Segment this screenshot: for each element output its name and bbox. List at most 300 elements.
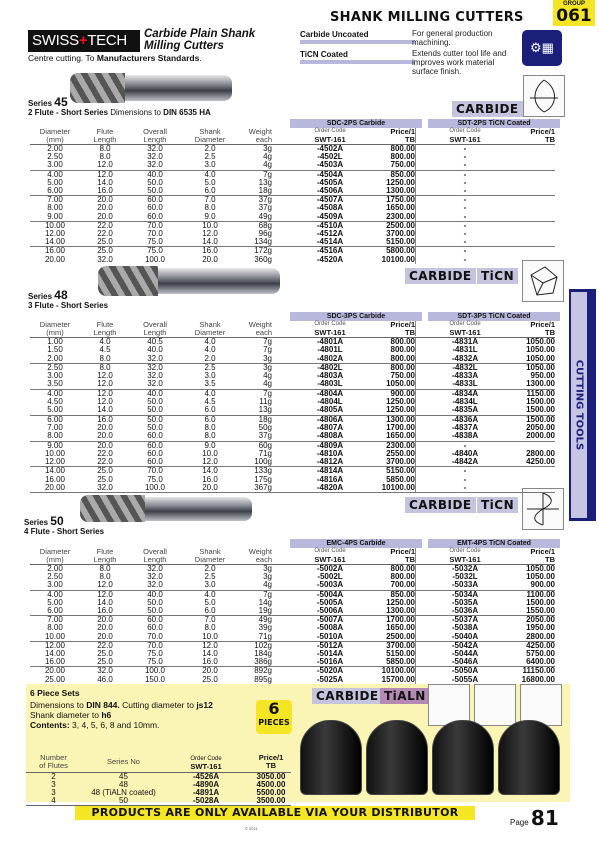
weight: 3g: [263, 362, 272, 372]
price: 1300.00: [386, 414, 415, 424]
ticn-order-code: -5034A: [451, 589, 479, 599]
price: 10100.00: [381, 666, 415, 676]
price: 1300.00: [386, 606, 415, 616]
weight: 18g: [258, 186, 272, 196]
column-divider: [415, 642, 425, 650]
weight: 37g: [258, 195, 272, 205]
gap: [272, 222, 290, 230]
shank-diameter: 14.0: [202, 649, 218, 659]
order-code: -4512A: [316, 229, 344, 239]
header-line: Diameter: [194, 134, 226, 144]
header-line: each: [255, 554, 272, 564]
column-header-price: [505, 548, 555, 563]
weight: 71g: [258, 631, 272, 641]
price: 15700.00: [381, 674, 415, 684]
gap: [272, 256, 290, 264]
overall-length: 50.0: [147, 397, 163, 407]
ticn-order-code: -: [463, 160, 467, 170]
gap: [272, 633, 290, 641]
header-line: Price/1: [530, 127, 555, 136]
weight: 134g: [254, 237, 272, 247]
ticn-price: 1050.00: [526, 337, 555, 346]
diameter: 4.50: [47, 397, 63, 407]
table-row: [30, 484, 555, 493]
diameter: 2.00: [47, 144, 63, 153]
price: 3700.00: [386, 640, 415, 650]
shank-diameter: 3.0: [204, 580, 216, 590]
ticn-price: [505, 230, 555, 238]
header-line: Length: [93, 327, 117, 337]
ticn-price: 2000.00: [526, 431, 555, 441]
column-divider: [415, 222, 425, 230]
price: 3700.00: [386, 229, 415, 239]
ticn-order-code: -5037A: [451, 615, 479, 625]
weight: 49g: [258, 211, 272, 221]
flute-length: 22.0: [97, 220, 113, 230]
order-code: -4801L: [317, 345, 343, 355]
column-header-shank: [180, 548, 240, 563]
column-divider: [415, 346, 425, 354]
ticn-order-code: -4840A: [451, 448, 479, 458]
overall-length: 50.0: [147, 186, 163, 196]
column-header-order-code: [290, 321, 370, 336]
column-divider: [415, 565, 425, 573]
ticn-price: 2050.00: [526, 422, 555, 432]
column-divider: [415, 406, 425, 414]
order-code: -4505A: [316, 177, 344, 187]
overall-length: 32.0: [147, 362, 163, 372]
order-code: -4891A: [192, 788, 220, 797]
header-line: Flute: [96, 127, 114, 136]
overall-length: 32.0: [147, 564, 163, 573]
diameter: 20.00: [44, 254, 66, 264]
weight: 68g: [258, 220, 272, 230]
brand-right: TECH: [87, 32, 127, 49]
shank-diameter: 2.5: [204, 362, 216, 372]
ticn-price: [505, 238, 555, 246]
column-header-flute: [80, 548, 130, 563]
flute-length: 20.0: [97, 440, 113, 450]
header-line: (mm): [46, 327, 64, 337]
ticn-order-code: -5033A: [451, 580, 479, 590]
gap: [272, 128, 290, 143]
weight: 96g: [258, 229, 272, 239]
flute-length: 22.0: [97, 457, 113, 467]
price: 800.00: [390, 564, 415, 573]
flute-length: 12.0: [97, 169, 113, 179]
ticn-price: 1500.00: [526, 397, 555, 407]
weight: 3g: [263, 353, 272, 363]
flute-length: 8.0: [99, 144, 111, 153]
diameter: 9.00: [47, 440, 63, 450]
series-no: 50: [119, 796, 128, 805]
order-code: -4502A: [316, 144, 344, 153]
shank-diameter: 4.0: [204, 337, 216, 346]
weight: 39g: [258, 623, 272, 633]
overall-length: 50.0: [147, 597, 163, 607]
column-divider: [415, 416, 425, 424]
flutes: 3: [51, 780, 56, 789]
overall-length: 60.0: [147, 615, 163, 625]
flutes: 4: [51, 796, 56, 805]
pieces-num: 6: [268, 699, 280, 718]
badge-carbide: CARBIDE: [405, 268, 476, 284]
ticn-order-code: -5050A: [451, 666, 479, 676]
section-tab-cutting-tools[interactable]: [569, 289, 596, 521]
badge-ticn: TiCN: [477, 268, 518, 284]
diameter: 16.00: [44, 657, 66, 667]
brand-logo: [28, 30, 140, 52]
gap: [272, 346, 290, 354]
column-divider: [415, 171, 425, 179]
price: 850.00: [390, 169, 415, 179]
overall-length: 50.0: [147, 606, 163, 616]
flute-length: 8.0: [99, 564, 111, 573]
ticn-order-code: -: [463, 474, 467, 484]
diameter: 9.00: [47, 211, 63, 221]
table-body: [30, 338, 555, 493]
diameter: 2.50: [47, 152, 63, 162]
shank-diameter: 16.0: [202, 246, 218, 256]
diameter: 6.00: [47, 186, 63, 196]
six-pieces-badge: [256, 700, 292, 734]
set-holder-image: [432, 720, 494, 795]
overall-length: 75.0: [147, 474, 163, 484]
column-header-shank: [180, 128, 240, 143]
ticn-order-code: -: [463, 195, 467, 205]
ticn-price: 1150.00: [526, 388, 555, 398]
table-header: [30, 128, 555, 145]
overall-length: 75.0: [147, 649, 163, 659]
ticn-price: [505, 467, 555, 475]
ticn-price: [505, 256, 555, 264]
header-line: Length: [93, 554, 117, 564]
price: 1250.00: [386, 597, 415, 607]
ticn-price: 1300.00: [526, 379, 555, 389]
flute-length: 16.0: [97, 606, 113, 616]
flute-length: 20.0: [97, 631, 113, 641]
column-divider: [415, 573, 425, 581]
column-divider: [415, 187, 425, 195]
order-prefix: SWT-161: [449, 327, 481, 337]
shank-diameter: 6.0: [204, 606, 216, 616]
t: DIN 844.: [86, 700, 120, 710]
series-number: 50: [50, 514, 64, 528]
overall-length: 150.0: [144, 674, 166, 684]
badge-carbide: CARBIDE: [405, 497, 476, 513]
three-flute-profile-icon: [474, 684, 516, 726]
diameter: 12.00: [44, 457, 66, 467]
diameter: 20.00: [44, 483, 66, 493]
gap: [272, 642, 290, 650]
header-line: Flute: [96, 320, 114, 329]
set-holder-image: [300, 720, 362, 795]
weight: 18g: [258, 414, 272, 424]
header-line: Shank: [199, 127, 221, 136]
weight: 19g: [258, 606, 272, 616]
ticn-price: [505, 213, 555, 221]
overall-length: 100.0: [144, 483, 166, 493]
h4: Order Code: [190, 756, 222, 762]
flute-length: 8.0: [99, 572, 111, 582]
ticn-order-code: -4842A: [451, 457, 479, 467]
group-number: 061: [556, 6, 592, 26]
diameter: 8.00: [47, 203, 63, 213]
weight: 7g: [263, 345, 272, 355]
column-divider: [415, 230, 425, 238]
shank-diameter: 8.0: [204, 422, 216, 432]
series-number: 48: [54, 288, 68, 302]
set-row: [26, 781, 291, 789]
price: 700.00: [390, 580, 415, 590]
badge-carbide: CARBIDE: [452, 101, 523, 117]
order-code: -5006A: [316, 606, 344, 616]
shank-diameter: 2.0: [204, 144, 216, 153]
order-code: -5008A: [316, 623, 344, 633]
flute-length: 22.0: [97, 448, 113, 458]
column-header-price: [505, 128, 555, 143]
header-line: TB: [405, 327, 415, 337]
price: 1300.00: [386, 186, 415, 196]
weight: 3g: [263, 572, 272, 582]
column-divider: [415, 458, 425, 466]
order-code: -4804L: [317, 397, 343, 407]
weight: 360g: [254, 254, 272, 264]
ticn-order-code: -: [463, 211, 467, 221]
column-header-order-code: [425, 548, 505, 563]
gap: [272, 372, 290, 380]
flute-length: 20.0: [97, 623, 113, 633]
flute-length: 46.0: [97, 674, 113, 684]
column-divider: [415, 128, 425, 143]
pieces-label: PIECES: [258, 718, 290, 727]
flute-length: 20.0: [97, 615, 113, 625]
ticn-order-code: -5035A: [451, 597, 479, 607]
gap: [272, 238, 290, 246]
order-code: -4816A: [316, 474, 344, 484]
column-divider: [415, 667, 425, 675]
overall-length: 32.0: [147, 144, 163, 153]
column-header-price: [370, 321, 415, 336]
header-line: Weight: [248, 320, 272, 329]
order-prefix: SWT-161: [314, 134, 346, 144]
price: 1250.00: [386, 405, 415, 415]
ticn-price: 2800.00: [526, 448, 555, 458]
flute-length: 25.0: [97, 237, 113, 247]
column-divider: [415, 398, 425, 406]
overall-length: 40.0: [147, 388, 163, 398]
price: 1250.00: [386, 177, 415, 187]
price: 1250.00: [386, 397, 415, 407]
gap: [272, 406, 290, 414]
order-code-label: Order Code: [449, 548, 481, 554]
ticn-price: 1100.00: [526, 589, 555, 599]
overall-length: 60.0: [147, 448, 163, 458]
flute-length: 14.0: [97, 597, 113, 607]
header-line: Overall: [143, 320, 167, 329]
weight: 13g: [258, 177, 272, 187]
header-line: Price/1: [390, 127, 415, 136]
coating-uncoated: Carbide Uncoated: [300, 30, 415, 44]
flute-length: 16.0: [97, 186, 113, 196]
diameter: 3.00: [47, 160, 63, 170]
header-line: Overall: [143, 127, 167, 136]
ticn-order-code: -: [463, 152, 467, 162]
flute-length: 25.0: [97, 474, 113, 484]
copyright: © 2011: [245, 826, 258, 831]
diameter: 6.00: [47, 606, 63, 616]
diameter: 10.00: [44, 448, 66, 458]
weight: 892g: [254, 666, 272, 676]
diameter: 4.00: [47, 169, 63, 179]
shank-diameter: 6.0: [204, 405, 216, 415]
table-row: [30, 256, 555, 264]
ticn-order-code: -4838A: [451, 431, 479, 441]
two-flute-profile-icon: [523, 75, 565, 117]
t: Shank diameter to: [30, 710, 102, 720]
order-code: -4802A: [316, 353, 344, 363]
flute-length: 32.0: [97, 254, 113, 264]
table-header: [30, 548, 555, 565]
order-code: -4502L: [317, 152, 343, 162]
intro-text: [28, 53, 202, 63]
flute-length: 12.0: [97, 379, 113, 389]
gap: [272, 442, 290, 450]
sets-line-1: [30, 700, 213, 710]
column-divider: [415, 238, 425, 246]
h6: Price/1: [258, 753, 284, 762]
price: 900.00: [390, 388, 415, 398]
ticn-price: 1500.00: [526, 414, 555, 424]
gap: [272, 416, 290, 424]
weight: 50g: [258, 422, 272, 432]
order-code: -4810A: [316, 448, 344, 458]
shank-diameter: 3.5: [204, 379, 216, 389]
ticn-order-code: -: [463, 246, 467, 256]
ticn-order-code: -: [463, 254, 467, 264]
order-code: -4507A: [316, 195, 344, 205]
shank-diameter: 5.0: [204, 177, 216, 187]
shank-diameter: 20.0: [202, 254, 218, 264]
order-code: -4814A: [316, 466, 344, 476]
order-code-label: Order Code: [314, 548, 346, 554]
overall-length: 40.5: [147, 337, 163, 346]
weight: 11g: [259, 397, 272, 407]
column-header-overall: [130, 548, 180, 563]
shank-diameter: 9.0: [204, 211, 216, 221]
ticn-price: 16800.00: [521, 674, 555, 684]
price: 1650.00: [386, 203, 415, 213]
order-code: -4812A: [316, 457, 344, 467]
gap: [272, 458, 290, 466]
ticn-order-code: -: [463, 483, 467, 493]
group-header-carbide: SDC-3PS Carbide: [290, 312, 422, 321]
gap: [272, 196, 290, 204]
diameter: 14.00: [44, 237, 66, 247]
gap: [272, 171, 290, 179]
ticn-order-code: -: [463, 466, 467, 476]
column-header-diameter: [30, 128, 80, 143]
brand-left: SWISS: [32, 32, 79, 49]
price: 5850.00: [386, 657, 415, 667]
shank-diameter: 12.0: [202, 640, 218, 650]
column-divider: [415, 338, 425, 346]
ticn-price: 1550.00: [526, 606, 555, 616]
price: 800.00: [390, 572, 415, 582]
ticn-order-code: -4835A: [451, 405, 479, 415]
brand-plus: +: [78, 32, 88, 49]
badge-tialn: TiALN: [380, 688, 430, 704]
ticn-price: [505, 179, 555, 187]
order-code: -4807A: [316, 422, 344, 432]
diameter: 3.50: [47, 379, 63, 389]
header-line: TB: [405, 554, 415, 564]
t: Dimensions to: [30, 700, 87, 710]
order-code: -4803L: [317, 379, 343, 389]
column-divider: [415, 624, 425, 632]
order-code: -4514A: [316, 237, 344, 247]
gap: [272, 616, 290, 624]
ticn-order-code: -: [463, 237, 467, 247]
ticn-price: [505, 153, 555, 161]
h: [26, 754, 81, 771]
shank-diameter: 4.0: [204, 388, 216, 398]
flute-length: 25.0: [97, 466, 113, 476]
ticn-price: 2050.00: [526, 615, 555, 625]
diameter: 2.00: [47, 564, 63, 573]
flute-length: 8.0: [99, 353, 111, 363]
ticn-price: 2800.00: [526, 631, 555, 641]
series-desc: 4 Flute - Short Series: [24, 527, 105, 536]
overall-length: 32.0: [147, 580, 163, 590]
order-code: -4506A: [316, 186, 344, 196]
set-row: [26, 797, 291, 805]
ticn-price: 950.00: [530, 371, 555, 381]
overall-length: 32.0: [147, 353, 163, 363]
column-header-flute: [80, 321, 130, 336]
ticn-price: [505, 204, 555, 212]
column-header-overall: [130, 321, 180, 336]
order-code: -4508A: [316, 203, 344, 213]
weight: 7g: [263, 388, 272, 398]
column-divider: [415, 450, 425, 458]
group-header-carbide: SDC-2PS Carbide: [290, 119, 422, 128]
flute-length: 8.0: [99, 152, 111, 162]
ticn-order-code: -5055A: [451, 674, 479, 684]
header-line: Price/1: [530, 320, 555, 329]
order-code: -5007A: [316, 615, 344, 625]
weight: 172g: [254, 246, 272, 256]
order-code: -4504A: [316, 169, 344, 179]
flute-length: 32.0: [97, 666, 113, 676]
group-header-ticn: SDT-3PS TiCN Coated: [428, 312, 560, 321]
diameter: 25.00: [44, 674, 66, 684]
gap: [272, 450, 290, 458]
shank-diameter: 2.5: [204, 152, 216, 162]
order-prefix: SWT-161: [314, 554, 346, 564]
price: 2550.00: [386, 448, 415, 458]
ticn-price: [505, 145, 555, 153]
column-divider: [415, 355, 425, 363]
flute-length: 12.0: [97, 397, 113, 407]
ticn-price: 4250.00: [526, 640, 555, 650]
price: 1650.00: [386, 431, 415, 441]
column-divider: [415, 658, 425, 666]
column-divider: [415, 204, 425, 212]
price: 4500.00: [256, 780, 286, 789]
diameter: 10.00: [44, 220, 66, 230]
intro-period: .: [199, 53, 202, 63]
